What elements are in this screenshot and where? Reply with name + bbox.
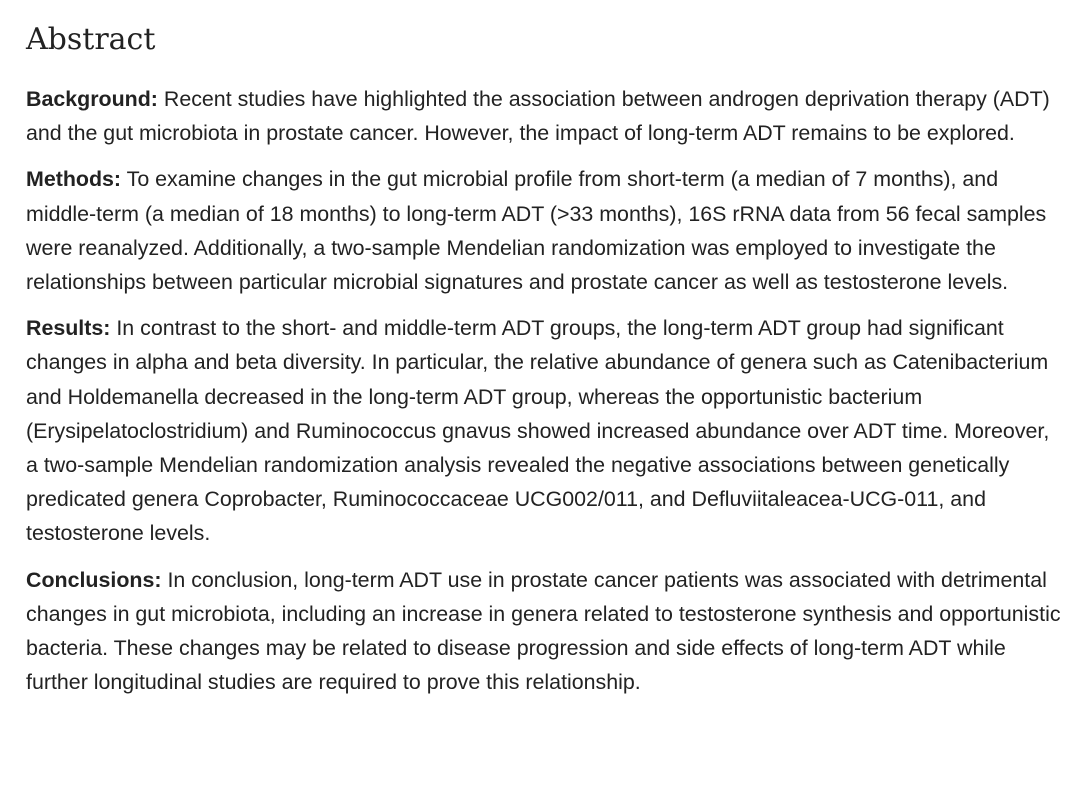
results-section — [26, 311, 1062, 550]
results-text: In contrast to the short- and middle-term ADT groups, the long-term ADT group had significant changes in alpha and beta diversity. In particular, the relative abundance of genera such as Catenibacterium and Holdemanella decreased in the long-term ADT group, whereas the opportunistic bacterium (Erysipelatoclostridium) and Ruminococcus gnavus showed increased abundance over ADT time. Moreover, a two-sample Mendelian randomization analysis revealed the negative associations between genetically predicated genera Coprobacter, Ruminococcaceae UCG002/011, and Defluviitaleacea-UCG-011, and testosterone levels. — [26, 316, 1050, 546]
conclusions-text: In conclusion, long-term ADT use in prostate cancer patients was associated with detrimental changes in gut microbiota, including an increase in genera related to testosterone synthesis and opportunistic bacteria. These changes may be related to disease progression and side effects of long-term ADT while further longitudinal studies are required to prove this relationship. — [26, 567, 1061, 695]
background-text: Recent studies have highlighted the association between androgen deprivation therapy (ADT) and the gut microbiota in prostate cancer. However, the impact of long-term ADT remains to be explored. — [26, 87, 1050, 146]
abstract-heading: Abstract — [26, 22, 156, 57]
background-section — [26, 82, 1062, 150]
background-label: Background: — [26, 87, 158, 111]
conclusions-label: Conclusions: — [26, 567, 162, 592]
methods-text: To examine changes in the gut microbial profile from short-term (a median of 7 months), and middle-term (a median of 18 months) to long-term ADT (>33 months), 16S rRNA data from 56 fecal samples were reanalyzed. Additionally, a two-sample Mendelian randomization was employed to investigate the relationships between particular microbial signatures and prostate cancer as well as testosterone levels. — [26, 167, 1047, 295]
methods-section — [26, 162, 1062, 299]
methods-label: Methods: — [26, 167, 122, 192]
results-label: Results: — [26, 316, 111, 341]
conclusions-section — [26, 563, 1062, 700]
